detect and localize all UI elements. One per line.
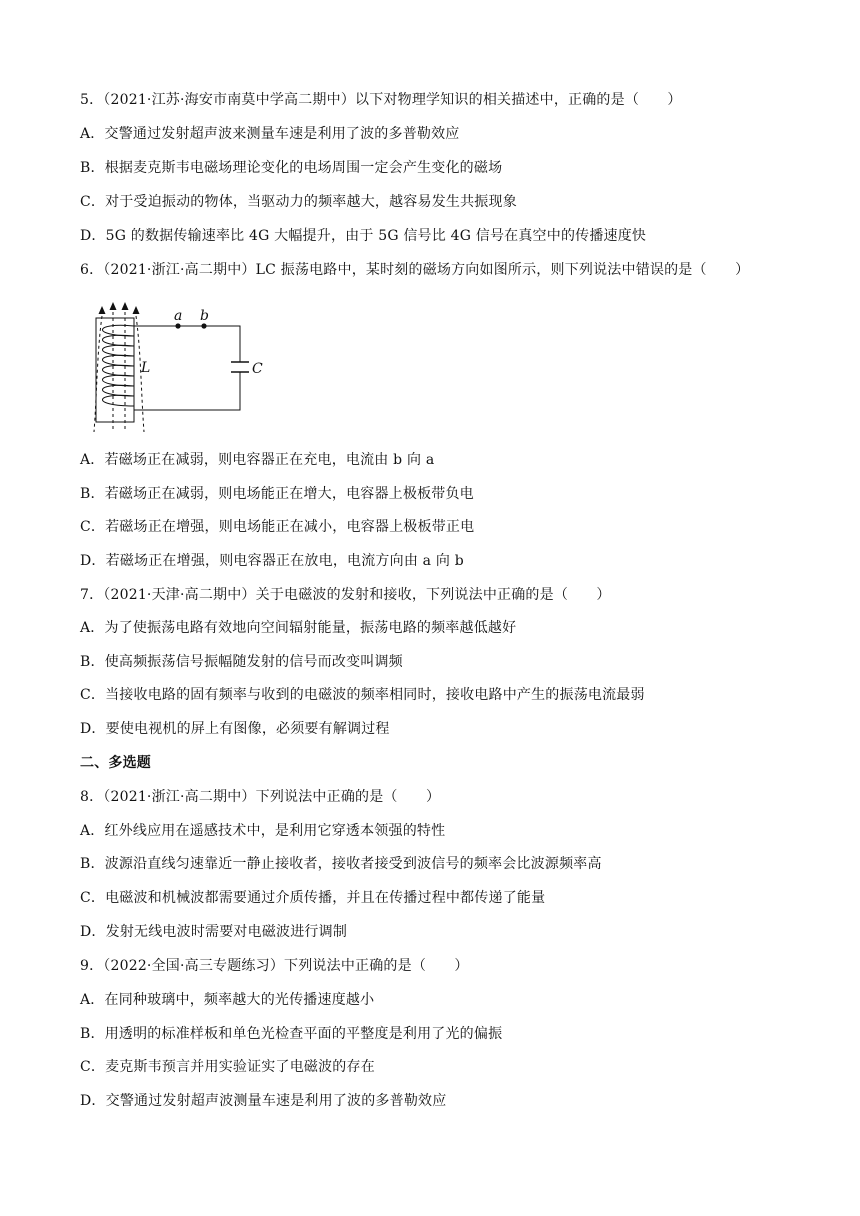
question-7-option-b: B．使高频振荡信号振幅随发射的信号而改变叫调频: [80, 654, 403, 670]
section-title-multiple-choice: 二、多选题: [80, 755, 151, 771]
label-a: a: [174, 308, 183, 324]
label-b: b: [200, 308, 209, 324]
question-7-stem: 7．（2021·天津·高二期中）关于电磁波的发射和接收，下列说法中正确的是（ ）: [80, 587, 611, 603]
question-9-stem: 9．（2022·全国·高三专题练习）下列说法中正确的是（ ）: [80, 958, 469, 974]
question-8-option-a: A．红外线应用在遥感技术中，是利用它穿透本领强的特性: [80, 823, 446, 839]
question-7-option-a: A．为了使振荡电路有效地向空间辐射能量，振荡电路的频率越低越好: [80, 620, 517, 636]
label-c: C: [252, 361, 263, 377]
question-8-option-b: B．波源沿直线匀速靠近一静止接收者，接收者接受到波信号的频率会比波源频率高: [80, 856, 602, 872]
question-6-option-b: B．若磁场正在减弱，则电场能正在增大，电容器上极板带负电: [80, 486, 474, 502]
question-5-stem: 5．（2021·江苏·海安市南莫中学高二期中）以下对物理学知识的相关描述中，正确的是（ ）: [80, 92, 682, 108]
question-9-option-c: C．麦克斯韦预言并用实验证实了电磁波的存在: [80, 1059, 375, 1075]
field-arrow-icons: [99, 302, 140, 314]
question-8-option-d: D．发射无线电波时需要对电磁波进行调制: [80, 924, 348, 940]
question-6-stem: 6．（2021·浙江·高二期中）LC 振荡电路中，某时刻的磁场方向如图所示，则下列说法中错误的是（ ）: [80, 262, 750, 278]
question-9-option-a: A．在同种玻璃中，频率越大的光传播速度越小: [80, 992, 375, 1008]
question-6-option-d: D．若磁场正在增强，则电容器正在放电，电流方向由 a 向 b: [80, 553, 464, 569]
question-6-option-c: C．若磁场正在增强，则电场能正在减小，电容器上极板带正电: [80, 519, 475, 535]
question-7-option-c: C．当接收电路的固有频率与收到的电磁波的频率相同时，接收电路中产生的振荡电流最弱: [80, 687, 645, 703]
inductor-coil: [102, 325, 134, 406]
point-b-dot: [201, 323, 206, 328]
magnetic-field-lines: [94, 312, 144, 432]
question-5-option-a: A．交警通过发射超声波来测量车速是利用了波的多普勒效应: [80, 126, 460, 142]
point-a-dot: [175, 323, 180, 328]
question-8-option-c: C．电磁波和机械波都需要通过介质传播，并且在传播过程中都传递了能量: [80, 890, 546, 906]
question-8-stem: 8．（2021·浙江·高二期中）下列说法中正确的是（ ）: [80, 789, 441, 805]
label-l: L: [141, 360, 151, 376]
question-9-option-b: B．用透明的标准样板和单色光检查平面的平整度是利用了光的偏振: [80, 1026, 503, 1042]
lc-circuit-diagram: [80, 292, 280, 440]
question-5-option-c: C．对于受迫振动的物体，当驱动力的频率越大，越容易发生共振现象: [80, 194, 517, 210]
capacitor-plates: [231, 362, 249, 372]
question-5-option-b: B．根据麦克斯韦电磁场理论变化的电场周围一定会产生变化的磁场: [80, 160, 503, 176]
question-7-option-d: D．要使电视机的屏上有图像，必须要有解调过程: [80, 721, 390, 737]
question-9-option-d: D．交警通过发射超声波测量车速是利用了波的多普勒效应: [80, 1093, 447, 1109]
question-5-option-d: D．5G 的数据传输速率比 4G 大幅提升，由于 5G 信号比 4G 信号在真空中的传播速度快: [80, 228, 647, 244]
question-6-option-a: A．若磁场正在减弱，则电容器正在充电，电流由 b 向 a: [80, 452, 435, 468]
